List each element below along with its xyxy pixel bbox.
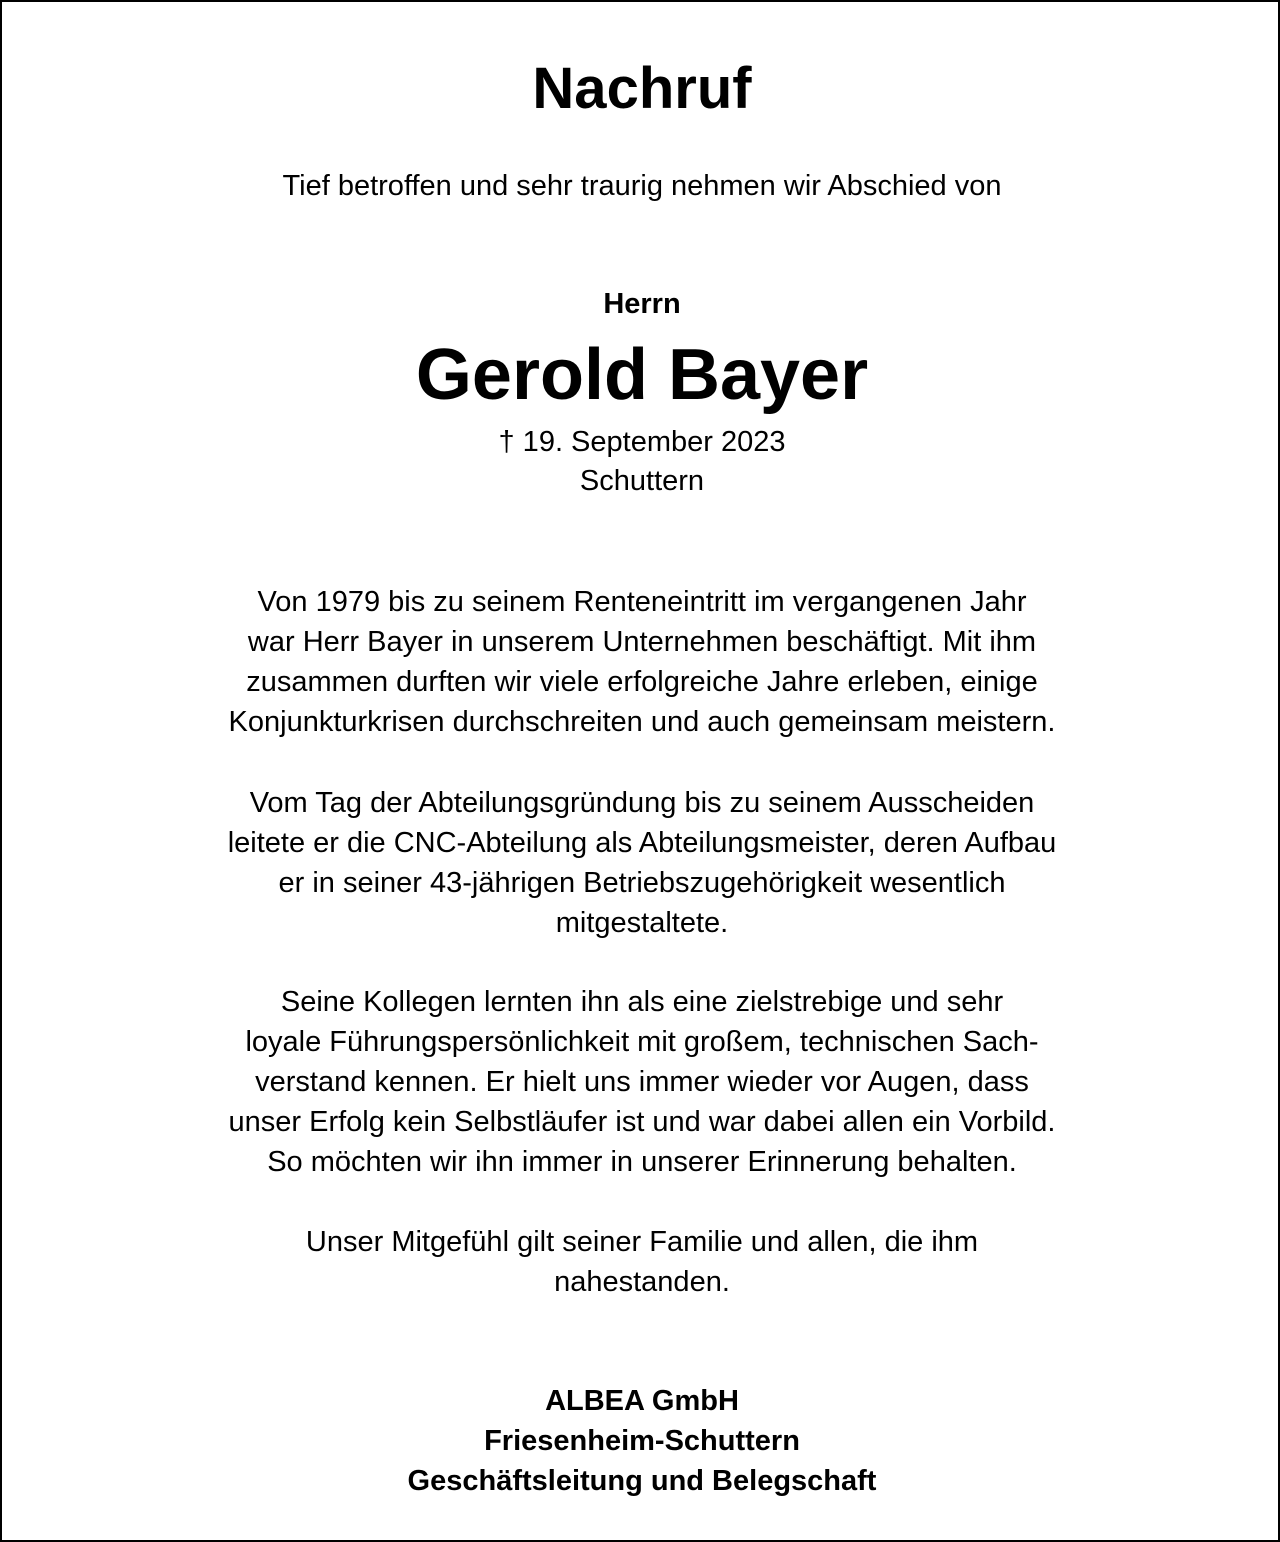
paragraph-colleagues bbox=[2, 982, 1280, 1182]
paragraph-line: er in seiner 43-jährigen Betriebszugehörigkeit wesentlich bbox=[278, 867, 1006, 899]
paragraph-department bbox=[2, 783, 1280, 943]
paragraph-career bbox=[2, 582, 1280, 742]
paragraph-line: leitete er die CNC-Abteilung als Abteilungsmeister, deren Aufbau bbox=[227, 827, 1057, 859]
paragraph-line: Von 1979 bis zu seinem Renteneintritt im vergangenen Jahr bbox=[257, 586, 1027, 618]
salutation: Herrn bbox=[603, 288, 681, 320]
signature-company: ALBEA GmbH bbox=[545, 1385, 739, 1417]
deceased-name: Gerold Bayer bbox=[415, 335, 869, 415]
paragraph-line: loyale Führungspersönlichkeit mit großem, technischen Sach- bbox=[245, 1026, 1039, 1058]
paragraph-line: verstand kennen. Er hielt uns immer wieder vor Augen, dass bbox=[255, 1066, 1029, 1098]
paragraph-line: unser Erfolg kein Selbstläufer ist und war dabei allen ein Vorbild. bbox=[228, 1106, 1056, 1138]
paragraph-line: nahestanden. bbox=[554, 1266, 730, 1298]
signature-location: Friesenheim-Schuttern bbox=[484, 1425, 800, 1457]
paragraph-line: Seine Kollegen lernten ihn als eine zielstrebige und sehr bbox=[280, 986, 1004, 1018]
intro-text: Tief betroffen und sehr traurig nehmen wir Abschied von bbox=[282, 170, 1002, 202]
signature-block bbox=[2, 1381, 1280, 1501]
place: Schuttern bbox=[579, 465, 705, 497]
paragraph-line: war Herr Bayer in unserem Unternehmen beschäftigt. Mit ihm bbox=[247, 626, 1037, 658]
paragraph-line: zusammen durften wir viele erfolgreiche Jahre erleben, einige bbox=[246, 666, 1038, 698]
paragraph-line: Unser Mitgefühl gilt seiner Familie und allen, die ihm bbox=[305, 1226, 979, 1258]
signature-team: Geschäftsleitung und Belegschaft bbox=[407, 1465, 877, 1497]
paragraph-line: Vom Tag der Abteilungsgründung bis zu seinem Ausscheiden bbox=[249, 787, 1035, 819]
death-date: † 19. September 2023 bbox=[498, 426, 786, 458]
paragraph-line: mitgestaltete. bbox=[555, 907, 729, 939]
paragraph-line: So möchten wir ihn immer in unserer Erinnerung behalten. bbox=[267, 1146, 1017, 1178]
obituary-title: Nachruf bbox=[532, 56, 752, 121]
paragraph-line: Konjunkturkrisen durchschreiten und auch gemeinsam meistern. bbox=[228, 706, 1056, 738]
paragraph-condolence bbox=[2, 1222, 1280, 1302]
